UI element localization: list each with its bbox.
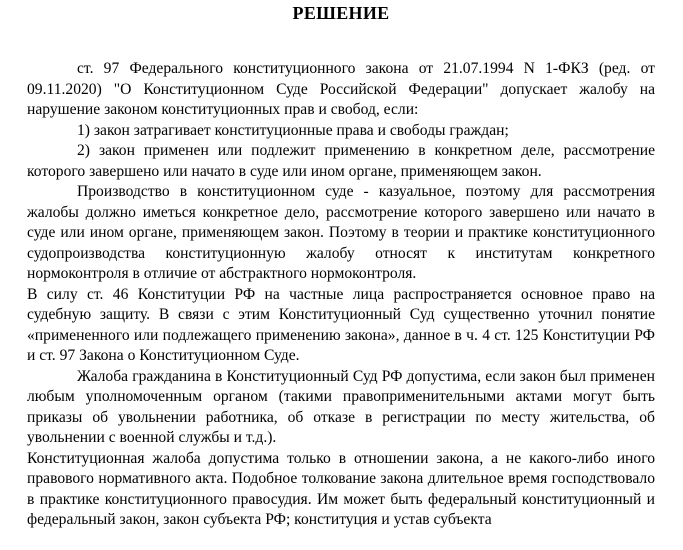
paragraph-condition-2: 2) закон применен или подлежит применению в конкретном деле, рассмотрение которого завершено или начато в суде или ином органе, применяющем закон. bbox=[27, 142, 655, 180]
paragraph-article-97: ст. 97 Федерального конституционного закона от 21.07.1994 N 1-ФКЗ (ред. от 09.11.2020) "О Конституционном Суде Российской Федерации" допускает жалобу на нарушение законом конституционных прав и свобод, если: bbox=[27, 60, 655, 118]
paragraph-constitutional-complaint: Конституционная жалоба допустима только в отношении закона, а не какого-либо иного правового нормативного акта. Подобное толкование закона длительное время господствовало в практике конституционного правосудия. Им может быть федеральный конституционный и федеральный закон, закон субъекта РФ; конституция и устав субъекта bbox=[27, 449, 655, 528]
document-title: РЕШЕНИЕ bbox=[292, 3, 390, 23]
paragraph-citizen-complaint: Жалоба гражданина в Конституционный Суд РФ допустима, если закон был применен любым уполномоченным органом (такими правоприменительными актами могут быть приказы об увольнении работника, об отказе в регистрации по месту жительства, об увольнении с военной службы и т.д.). bbox=[27, 367, 655, 446]
paragraph-article-46: В силу ст. 46 Конституции РФ на частные лица распространяется основное право на судебную защиту. В связи с этим Конституционный Суд существенно уточнил понятие «примененного или подлежащего применению закона», данное в ч. 4 ст. 125 Конституции РФ и ст. 97 Закона о Конституционном Суде. bbox=[27, 285, 655, 364]
paragraph-casual-proceedings: Производство в конституционном суде - казуальное, поэтому для рассмотрения жалобы должно иметься конкретное дело, рассмотрение которого завершено или начато в суде или ином органе, применяющем закон. Поэтому в теории и практике конституционного судопроизводства конституционную жалобу относят к институтам конкретного нормоконтроля в отличие от абстрактного нормоконтроля. bbox=[27, 183, 655, 282]
paragraph-condition-1: 1) закон затрагивает конституционные права и свободы граждан; bbox=[77, 121, 509, 139]
